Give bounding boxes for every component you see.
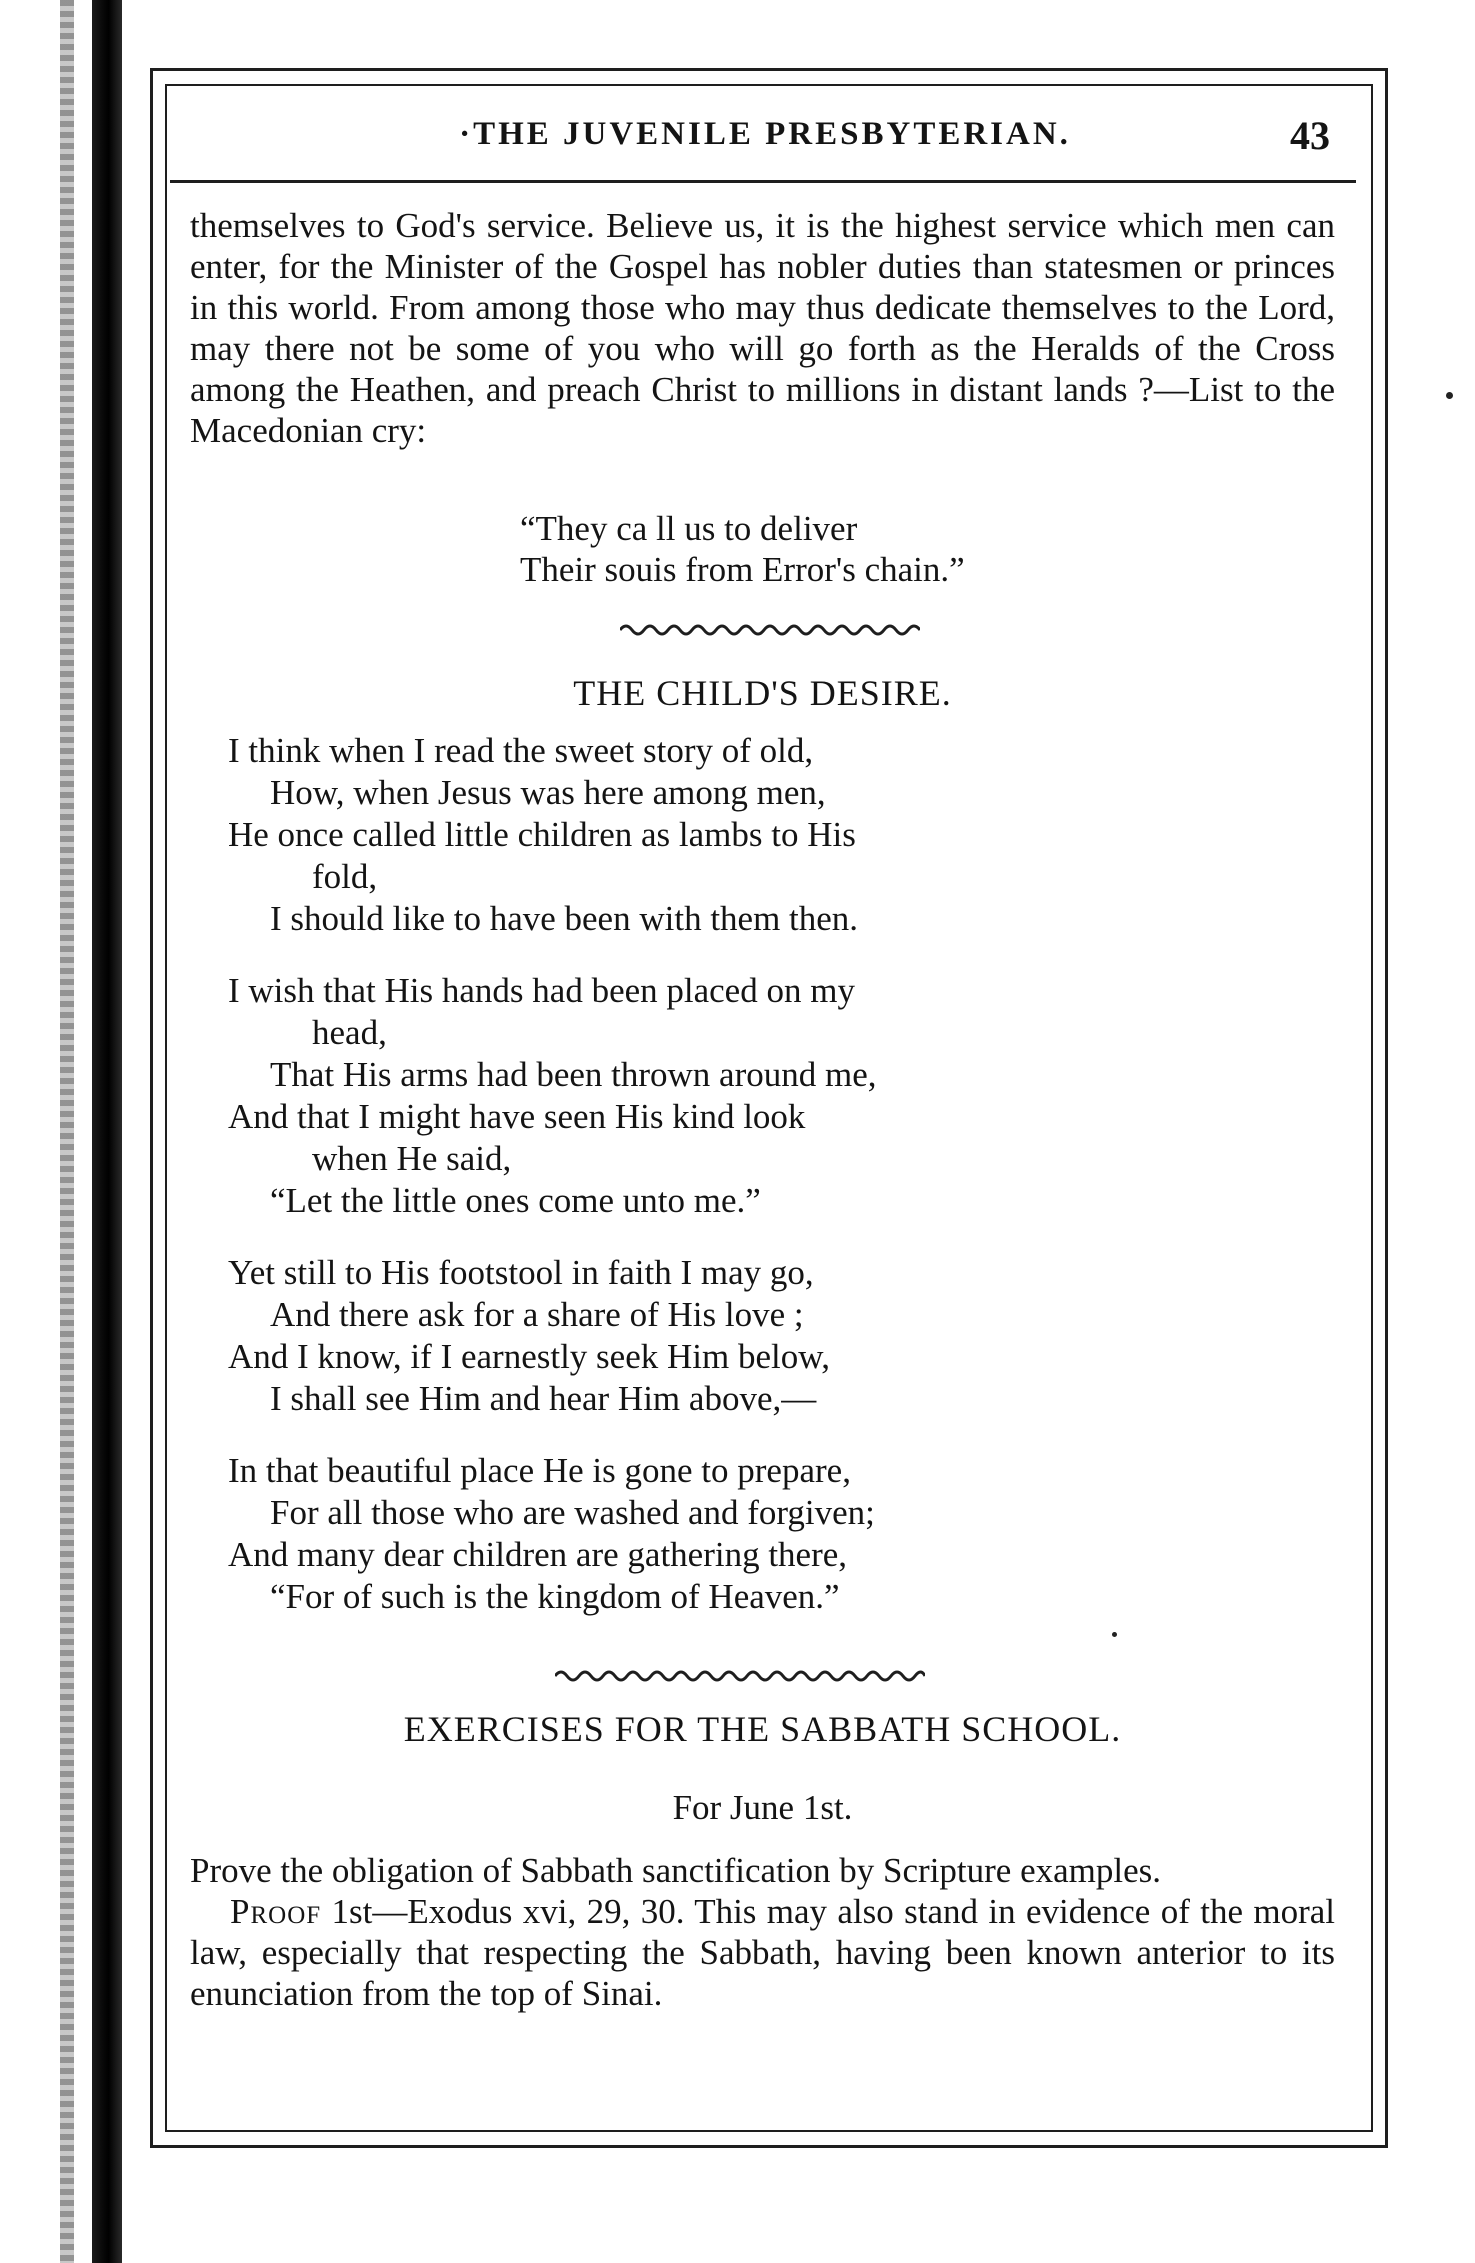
poem-stanza [228,1252,1128,1420]
poem-stanza [228,1450,1128,1618]
poem-stanza [228,730,1128,940]
print-speck [1112,1632,1117,1637]
proof-text: This may also stand in evidence of the moral law, especially that respecting the Sabbath, having been known anterior to its enunciation from the top of Sinai. [190,1892,1335,2013]
poem-line: I think when I read the sweet story of old, [228,731,814,770]
wavy-rule-ornament [555,1666,925,1690]
print-speck [1446,392,1453,399]
wavy-rule-ornament [620,620,920,644]
macedonian-quote [520,508,965,590]
poem-line: head, [312,1013,387,1052]
exercises-body [190,1850,1335,2014]
poem-line: fold, [312,857,378,896]
exercises-title: EXERCISES FOR THE SABBATH SCHOOL. [403,1709,1122,1749]
prose-section [190,205,1335,451]
poem-line: He once called little children as lambs to His [228,815,856,854]
poem-line: And there ask for a share of His love ; [270,1295,804,1334]
poem-line: And many dear children are gathering there, [228,1535,848,1574]
page-number: 43 [1290,113,1330,158]
exercise-instruction: Prove the obligation of Sabbath sanctification by Scripture examples. [190,1851,1162,1890]
exercise-proof [190,1891,1335,2014]
poem-line: And I know, if I earnestly seek Him below, [228,1337,830,1376]
poem-line: I wish that His hands had been placed on my [228,971,855,1010]
poem-line: “Let the little ones come unto me.” [270,1181,761,1220]
poem-line: And that I might have seen His kind look [228,1097,806,1136]
poem-line: “For of such is the kingdom of Heaven.” [270,1577,840,1616]
poem-line: How, when Jesus was here among men, [270,773,826,812]
binding-edge [60,0,74,2263]
poem-title: THE CHILD'S DESIRE. [573,673,952,713]
running-head [190,112,1340,162]
poem-stanza [228,970,1128,1222]
exercises-date: For June 1st. [672,1788,853,1827]
poem-line: That His arms had been thrown around me, [270,1055,877,1094]
poem-line: I shall see Him and hear Him above,— [270,1379,817,1418]
poem [228,730,1128,1648]
poem-line: Yet still to His footstool in faith I may go, [228,1253,814,1292]
running-title: ·THE JUVENILE PRESBYTERIAN. [459,116,1071,152]
poem-line: In that beautiful place He is gone to prepare, [228,1451,851,1490]
poem-line: For all those who are washed and forgiven; [270,1493,875,1532]
book-binding [92,0,122,2263]
proof-label: Proof [230,1892,322,1931]
quote-line: Their souis from Error's chain.” [520,550,965,589]
poem-line: when He said, [312,1139,512,1178]
proof-reference: 1st—Exodus xvi, 29, 30. [331,1892,685,1931]
prose-paragraph: themselves to God's service. Believe us, it is the highest service which men can enter, for the Minister of the Gospel has nobler duties than statesmen or princes in this world. From among those who may thus dedicate themselves to the Lord, may there not be some of you who will go forth as the Heralds of the Cross among the Heathen, and preach Christ to millions in distant lands ?—List to the Macedonian cry: [190,206,1335,450]
header-rule [170,180,1356,183]
quote-line: “They ca ll us to deliver [520,509,858,548]
poem-line: I should like to have been with them then. [270,899,859,938]
